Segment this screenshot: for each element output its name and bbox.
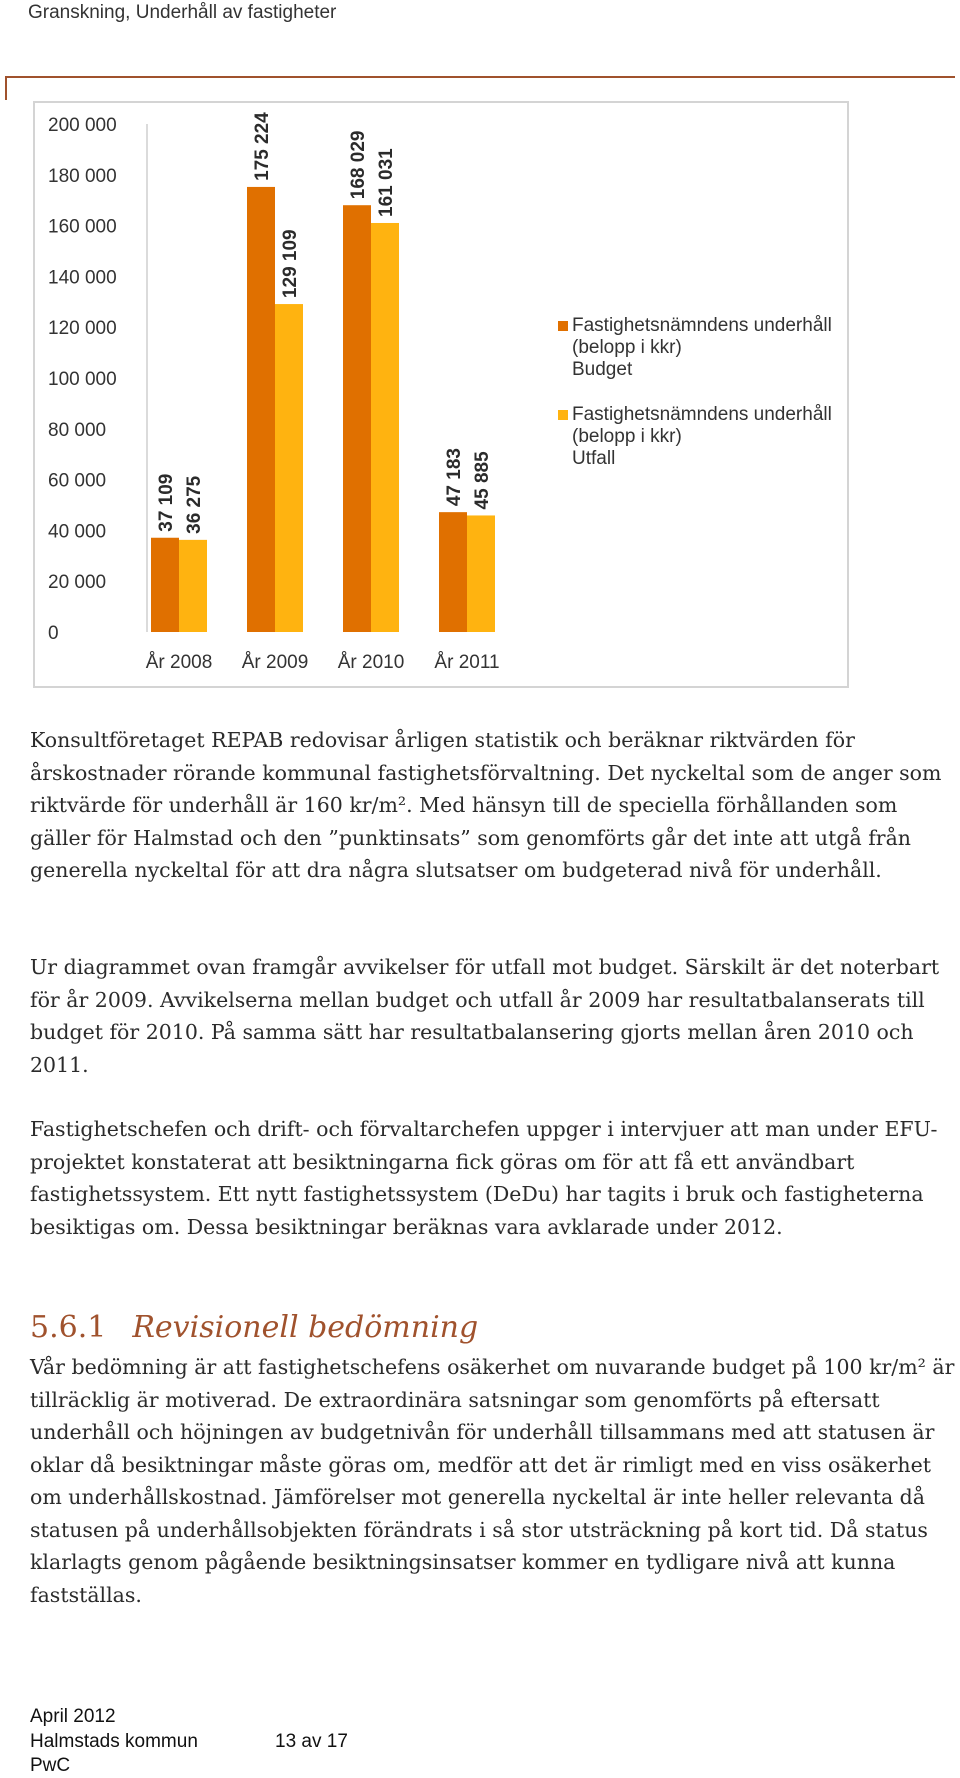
legend-swatch-utfall	[558, 410, 568, 420]
y-tick-label: 200 000	[48, 115, 117, 136]
data-label: 37 109	[156, 473, 177, 532]
y-tick-label: 160 000	[48, 216, 117, 238]
section-number: 5.6.1	[30, 1310, 107, 1345]
x-tick-label: År 2009	[241, 652, 309, 673]
bar-utfall-3	[467, 515, 495, 632]
section-heading	[30, 1310, 478, 1345]
bar-budget-3	[439, 512, 467, 632]
paragraph-bedomning: Vår bedömning är att fastighetschefens osäkerhet om nuvarande budget på 100 kr/m² är tillräcklig är motiverad. De extraordinära satsningar som genomförts på eftersatt underhåll och höjningen av budgetnivån för underhåll tillsammans med att statusen är oklar då besiktningar måste göras om, medför att det är rimligt med en viss osäkerhet om underhållskostnad. Jämförelser mot generella nyckeltal är inte heller relevanta då statusen på underhållsobjekten förändrats i så stor utsträckning på kort tid. Då status klarlagts genom pågående besiktningsinsatser kommer en tydligare nivå att kunna fastställas.	[30, 1355, 955, 1607]
legend-label-budget: Fastighetsnämndens underhåll (belopp i kkr) Budget	[572, 315, 832, 380]
y-tick-label: 100 000	[48, 369, 117, 390]
x-tick-label: År 2010	[337, 652, 405, 673]
y-tick-label: 0	[48, 623, 59, 644]
data-label: 45 885	[472, 451, 493, 510]
data-label: 168 029	[348, 130, 369, 200]
y-tick-label: 60 000	[48, 470, 107, 492]
bar-budget-2	[343, 205, 371, 632]
legend-swatch-budget	[558, 321, 568, 331]
data-label: 161 031	[376, 148, 397, 217]
data-label: 47 183	[444, 448, 465, 507]
section-title: Revisionell bedömning	[132, 1310, 479, 1345]
x-tick-label: År 2011	[434, 652, 500, 673]
legend-item-utfall	[572, 404, 842, 470]
y-tick-label: 20 000	[48, 572, 107, 594]
data-label: 129 109	[280, 229, 301, 299]
data-label: 175 224	[252, 112, 273, 181]
y-tick-label: 120 000	[48, 318, 117, 340]
legend-label-utfall: Fastighetsnämndens underhåll (belopp i kkr) Utfall	[572, 404, 832, 469]
footer-org: Halmstads kommun	[30, 1731, 198, 1752]
paragraph-repab: Konsultföretaget REPAB redovisar årligen statistik och beräknar riktvärden för årskostnader rörande kommunal fastighetsförvaltning. Det nyckeltal som de anger som riktvärde för underhåll är 160 kr/m². Med hänsyn till de speciella förhållanden som gäller för Halmstad och den ”punktinsats” som genomförts går det inte att utgå från generella nyckeltal för att dra några slutsatser om budgeterad nivå för underhåll.	[30, 728, 942, 882]
bar-utfall-1	[275, 304, 303, 632]
bar-budget-0	[151, 538, 179, 632]
y-tick-label: 140 000	[48, 267, 117, 289]
data-label: 36 275	[184, 475, 205, 534]
paragraph-fastighetssystem: Fastighetschefen och drift- och förvaltarchefen uppger i intervjuer att man under EFU-projektet konstaterat att besiktningarna fick göras om för att få ett användbart fastighetssystem. Ett nytt fastighetssystem (DeDu) har tagits i bruk och fastigheterna besiktigas om. Dessa besiktningar beräknas vara avklarade under 2012.	[30, 1117, 938, 1239]
y-tick-label: 40 000	[48, 521, 107, 543]
bar-utfall-0	[179, 540, 207, 632]
y-tick-label: 180 000	[48, 165, 117, 187]
bar-budget-1	[247, 187, 275, 632]
footer-brand: PwC	[30, 1755, 71, 1776]
legend-item-budget	[572, 315, 842, 381]
bar-utfall-2	[371, 223, 399, 632]
footer-date: April 2012	[30, 1706, 116, 1727]
page-header-title: Granskning, Underhåll av fastigheter	[28, 2, 337, 23]
x-tick-label: År 2008	[145, 652, 213, 673]
paragraph-avvikelser: Ur diagrammet ovan framgår avvikelser för utfall mot budget. Särskilt är det noterbart för år 2009. Avvikelserna mellan budget och utfall år 2009 har resultatbalanserats till budget för 2010. På samma sätt har resultatbalansering gjorts mellan åren 2010 och 2011.	[30, 955, 940, 1077]
footer-page-number: 13 av 17	[275, 1731, 348, 1752]
y-tick-label: 80 000	[48, 419, 107, 441]
